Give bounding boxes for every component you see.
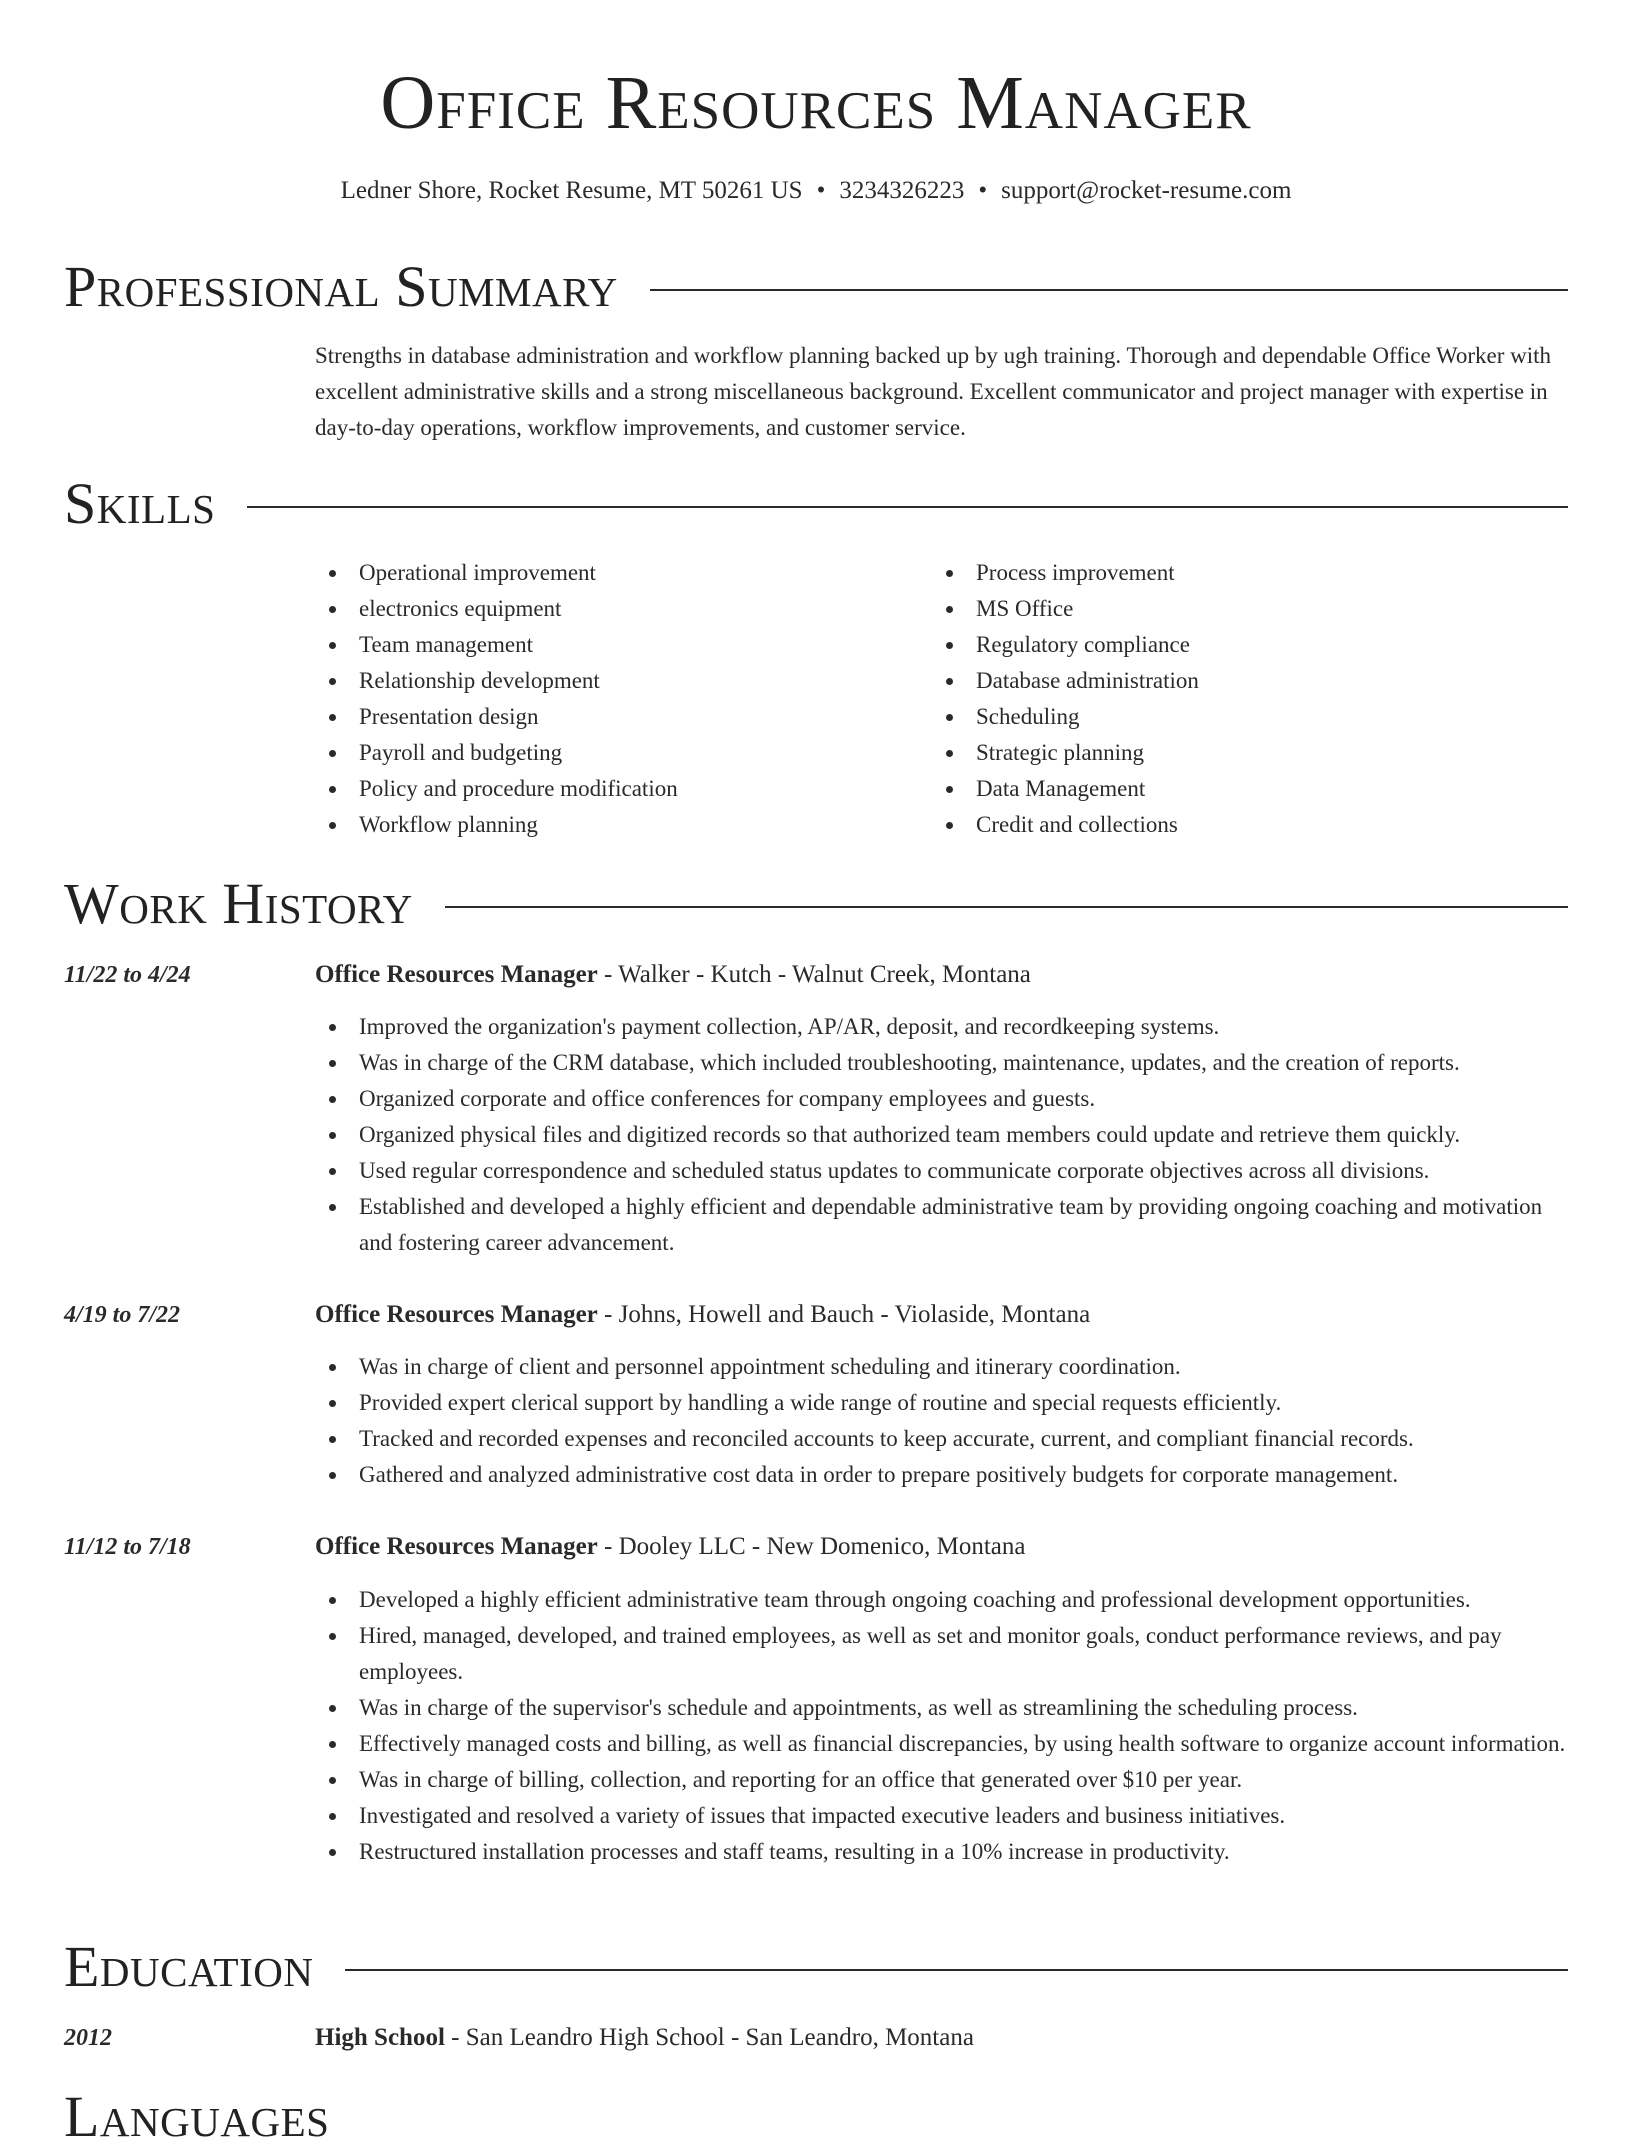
skill-item: Relationship development <box>315 663 915 699</box>
job-dates: 11/12 to 7/18 <box>64 1534 191 1560</box>
languages-section-header <box>64 2082 1568 2152</box>
job-bullet: Effectively managed costs and billing, as well as financial discrepancies, by using health software to organize account information. <box>315 1726 1575 1762</box>
job-details: - Johns, Howell and Bauch - Violaside, Montana <box>597 1301 1091 1328</box>
job-bullet-list <box>315 1349 1575 1493</box>
summary-section-header <box>64 252 1568 322</box>
skill-item: MS Office <box>932 591 1532 627</box>
job-dates: 4/19 to 7/22 <box>64 1302 181 1328</box>
skill-item: Regulatory compliance <box>932 627 1532 663</box>
job-title: Office Resources Manager <box>315 961 598 988</box>
section-divider <box>445 906 1568 908</box>
job-bullet: Used regular correspondence and scheduled status updates to communicate corporate objectives across all divisions. <box>315 1153 1575 1189</box>
work-section-header <box>64 869 1568 939</box>
education-degree: High School <box>315 2024 445 2051</box>
skills-section-header <box>64 469 1568 539</box>
job-title: Office Resources Manager <box>315 1533 598 1560</box>
contact-separator: • <box>816 177 826 204</box>
job-bullet: Organized corporate and office conferences for company employees and guests. <box>315 1081 1575 1117</box>
contact-address: Ledner Shore, Rocket Resume, MT 50261 US <box>340 177 803 204</box>
summary-heading: Professional Summary <box>64 254 618 319</box>
job-bullet: Developed a highly efficient administrative team through ongoing coaching and professional development opportunities. <box>315 1582 1575 1618</box>
job-heading <box>315 1529 1565 1565</box>
job-bullet: Was in charge of the supervisor's schedule and appointments, as well as streamlining the scheduling process. <box>315 1690 1575 1726</box>
skill-item: Strategic planning <box>932 735 1532 771</box>
job-bullet: Organized physical files and digitized records so that authorized team members could update and retrieve them quickly. <box>315 1117 1575 1153</box>
job-bullet: Improved the organization's payment collection, AP/AR, deposit, and recordkeeping systems. <box>315 1009 1575 1045</box>
job-bullet: Was in charge of client and personnel appointment scheduling and itinerary coordination. <box>315 1349 1575 1385</box>
job-bullet: Established and developed a highly efficient and dependable administrative team by providing ongoing coaching and motivation and fostering career advancement. <box>315 1189 1575 1261</box>
job-details: - Dooley LLC - New Domenico, Montana <box>597 1533 1026 1560</box>
skill-item: Workflow planning <box>315 807 915 843</box>
job-heading <box>315 1297 1565 1333</box>
skills-heading: Skills <box>64 471 216 536</box>
skill-item: electronics equipment <box>315 591 915 627</box>
job-details: - Walker - Kutch - Walnut Creek, Montana <box>597 961 1031 988</box>
skills-list-right <box>932 555 1532 843</box>
job-title: Office Resources Manager <box>315 1301 598 1328</box>
contact-line <box>0 174 1632 208</box>
skill-item: Data Management <box>932 771 1532 807</box>
skill-item: Presentation design <box>315 699 915 735</box>
job-dates: 11/22 to 4/24 <box>64 962 191 988</box>
contact-separator: • <box>978 177 988 204</box>
skill-item: Scheduling <box>932 699 1532 735</box>
skill-item: Operational improvement <box>315 555 915 591</box>
education-heading: Education <box>64 1934 314 1999</box>
skills-list-left <box>315 555 915 843</box>
job-bullet: Investigated and resolved a variety of issues that impacted executive leaders and business initiatives. <box>315 1798 1575 1834</box>
education-section-header <box>64 1932 1568 2002</box>
section-divider <box>247 506 1568 508</box>
education-heading-line <box>315 2020 1565 2056</box>
contact-email: support@rocket-resume.com <box>1001 177 1292 204</box>
education-year: 2012 <box>64 2025 112 2051</box>
work-heading: Work History <box>64 871 413 936</box>
job-bullet: Gathered and analyzed administrative cost data in order to prepare positively budgets for corporate management. <box>315 1457 1575 1493</box>
skill-item: Credit and collections <box>932 807 1532 843</box>
resume-name: Office Resources Manager <box>380 61 1252 145</box>
skill-item: Process improvement <box>932 555 1532 591</box>
job-bullet-list <box>315 1582 1575 1870</box>
contact-phone: 3234326223 <box>839 177 965 204</box>
skill-item: Team management <box>315 627 915 663</box>
job-bullet: Was in charge of billing, collection, and reporting for an office that generated over $10 per year. <box>315 1762 1575 1798</box>
job-bullet: Provided expert clerical support by handling a wide range of routine and special requests efficiently. <box>315 1385 1575 1421</box>
skill-item: Payroll and budgeting <box>315 735 915 771</box>
job-bullet: Restructured installation processes and staff teams, resulting in a 10% increase in productivity. <box>315 1834 1575 1870</box>
job-bullet: Hired, managed, developed, and trained employees, as well as set and monitor goals, conduct performance reviews, and pay employees. <box>315 1618 1575 1690</box>
job-bullet: Tracked and recorded expenses and reconciled accounts to keep accurate, current, and compliant financial records. <box>315 1421 1575 1457</box>
summary-text: Strengths in database administration and workflow planning backed up by ugh training. Thorough and dependable Office Worker with excellent administrative skills and a strong miscellaneous background. Excellent communicator and project manager with expertise in day-to-day operations, workflow improvements, and customer service. <box>315 343 1552 440</box>
skill-item: Policy and procedure modification <box>315 771 915 807</box>
skill-item: Database administration <box>932 663 1532 699</box>
languages-heading: Languages <box>64 2084 330 2149</box>
section-divider <box>650 289 1568 291</box>
job-bullet-list <box>315 1009 1575 1261</box>
job-bullet: Was in charge of the CRM database, which included troubleshooting, maintenance, updates, and the creation of reports. <box>315 1045 1575 1081</box>
education-details: - San Leandro High School - San Leandro, Montana <box>444 2024 974 2051</box>
section-divider <box>345 1969 1568 1971</box>
job-heading <box>315 957 1565 993</box>
